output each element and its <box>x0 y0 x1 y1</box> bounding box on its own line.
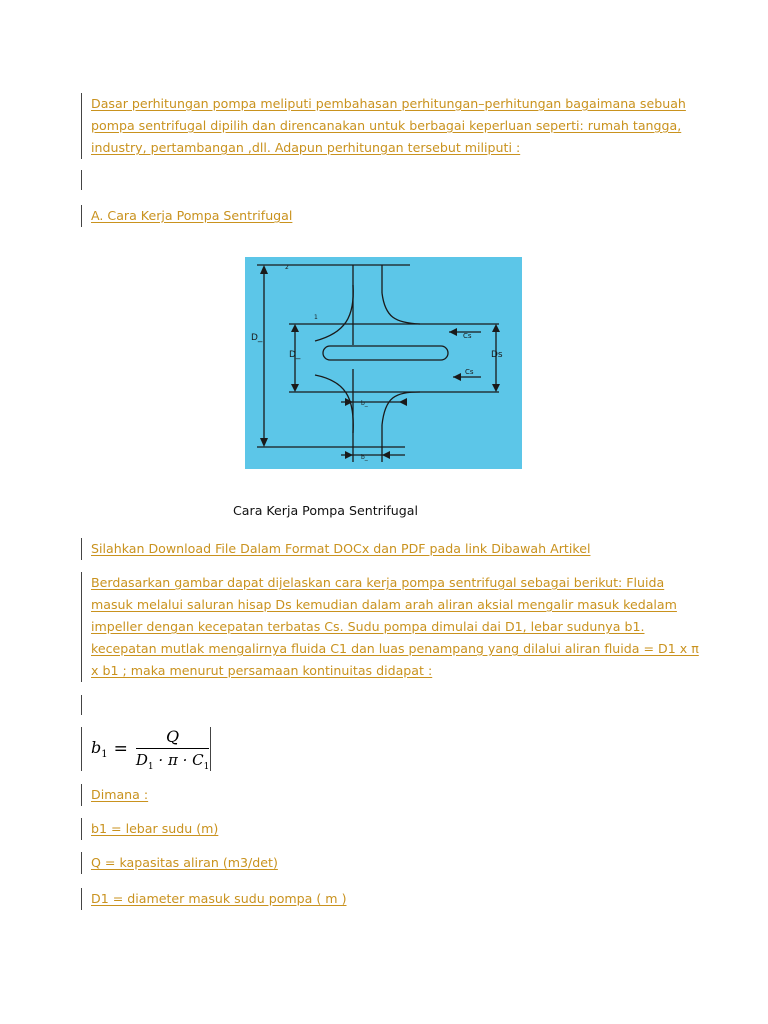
download-link[interactable] <box>81 538 590 560</box>
intro-line-1[interactable]: Dasar perhitungan pompa meliputi pembahasan perhitungan–perhitungan bagaimana sebuah <box>91 96 686 111</box>
intro-line-3[interactable]: industry, pertambangan ,dll. Adapun perhitungan tersebut miliputi : <box>91 140 521 155</box>
definition-item[interactable] <box>81 888 347 910</box>
formula-den-sub2: 1 <box>203 761 210 772</box>
label-d-outer: D_ <box>251 333 263 343</box>
label-mark-top: 2 <box>285 264 289 271</box>
formula-den-sub1: 1 <box>147 761 154 772</box>
continuity-formula <box>81 727 211 771</box>
explanation-line-4[interactable]: kecepatan mutlak mengalirnya fluida C1 dan luas penampang yang dilalui aliran fluida = D1 x π <box>91 641 699 656</box>
label-cs-bottom: Cs <box>465 368 474 376</box>
section-heading[interactable] <box>81 205 292 227</box>
definition-b1[interactable]: b1 = lebar sudu (m) <box>91 821 219 836</box>
explanation-line-2[interactable]: masuk melalui saluran hisap Ds kemudian dalam arah aliran aksial mengalir masuk kedalam <box>91 597 677 612</box>
formula-den-mid: · π · C <box>153 750 204 769</box>
definition-q[interactable]: Q = kapasitas aliran (m3/det) <box>91 855 278 870</box>
formula-numerator: Q <box>166 726 180 746</box>
download-link-text[interactable]: Silahkan Download File Dalam Format DOCx dan PDF pada link Dibawah Artikel <box>91 541 591 556</box>
label-cs-top: Cs <box>463 332 472 340</box>
explanation-paragraph[interactable] <box>81 572 699 682</box>
formula-fraction <box>136 727 209 772</box>
section-heading-text[interactable]: A. Cara Kerja Pompa Sentrifugal <box>91 208 293 223</box>
definitions-title[interactable] <box>81 784 148 806</box>
label-ds: Ds <box>491 350 503 360</box>
explanation-line-3[interactable]: impeller dengan kecepatan terbatas Cs. Sudu pompa dimulai dai D1, lebar sudunya b1. <box>91 619 645 634</box>
pump-diagram <box>245 257 522 469</box>
definition-item[interactable] <box>81 818 218 840</box>
formula-lhs-var: b <box>91 737 102 757</box>
label-b-upper: b_ <box>361 400 368 407</box>
formula-equals: = <box>113 739 128 759</box>
explanation-line-1[interactable]: Berdasarkan gambar dapat dijelaskan cara kerja pompa sentrifugal sebagai berikut: Fluida <box>91 575 665 590</box>
definitions-title-text[interactable]: Dimana : <box>91 787 149 802</box>
formula-denominator <box>136 749 209 772</box>
definition-item[interactable] <box>81 852 278 874</box>
label-b-lower: b_ <box>361 454 368 461</box>
definition-d1[interactable]: D1 = diameter masuk sudu pompa ( m ) <box>91 891 347 906</box>
label-d-inner: D_ <box>289 350 301 360</box>
formula-den-d: D <box>135 750 148 769</box>
empty-paragraph-marker <box>81 695 82 715</box>
diagram-background <box>245 257 522 469</box>
intro-line-2[interactable]: pompa sentrifugal dipilih dan direncanakan untuk berbagai keperluan seperti: rumah tangga, <box>91 118 682 133</box>
explanation-line-5[interactable]: x b1 ; maka menurut persamaan kontinuitas didapat : <box>91 663 433 678</box>
empty-paragraph-marker <box>81 170 82 190</box>
intro-paragraph[interactable] <box>81 93 686 159</box>
figure-caption: Cara Kerja Pompa Sentrifugal <box>233 503 418 518</box>
formula-lhs <box>91 738 108 760</box>
label-mark-mid: 1 <box>314 314 318 321</box>
formula-lhs-sub: 1 <box>101 749 108 761</box>
